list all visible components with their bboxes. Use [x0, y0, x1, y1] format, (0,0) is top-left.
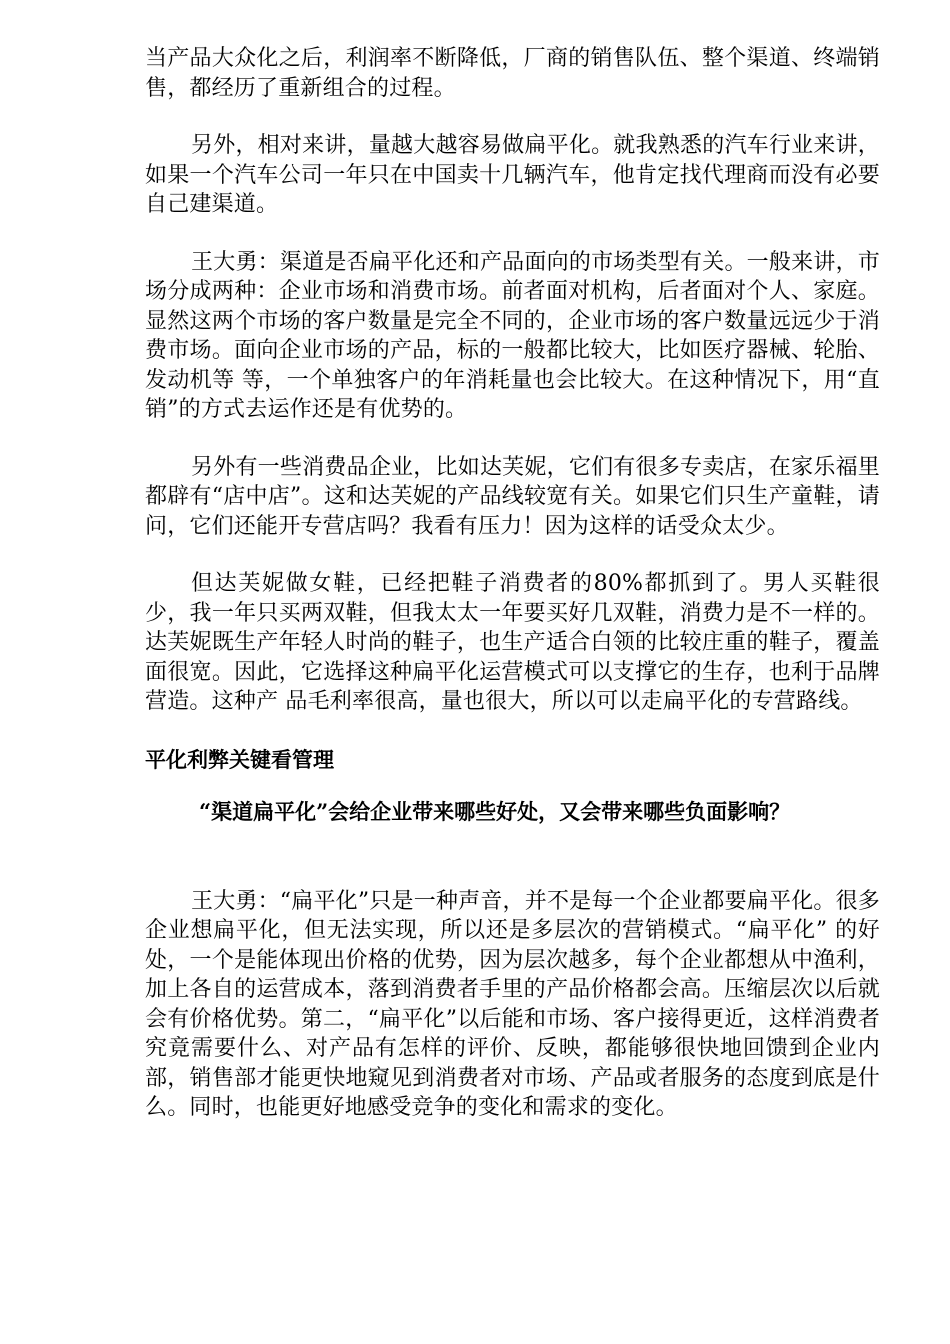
- paragraph-market-types: 王大勇：渠道是否扁平化还和产品面向的市场类型有关。一般来讲，市场分成两种：企业市场和消费市场。前者面对机构，后者面对个人、家庭。显然这两个市场的客户数量是完全不同的，企业市场的客户数量远远少于消费市场。面向企业市场的产品，标的一般都比较大，比如医疗器械、轮胎、发动机等 等，一个单独客户的年消耗量也会比较大。在这种情况下，用“直销”的方式去运作还是有优势的。: [145, 249, 880, 422]
- paragraph-daphne-women-shoes: 但达芙妮做女鞋，已经把鞋子消费者的80%都抓到了。男人买鞋很少，我一年只买两双鞋，但我太太一年要买好几双鞋，消费力是不一样的。达芙妮既生产年轻人时尚的鞋子，也生产适合白领的比较庄重的鞋子，覆盖面很宽。因此，它选择这种扁平化运营模式可以支撑它的生存，也利于品牌营造。这种产 品毛利率很高，量也很大，所以可以走扁平化的专营路线。: [145, 571, 880, 714]
- paragraph-volume-flattening: 另外，相对来讲，量越大越容易做扁平化。就我熟悉的汽车行业来讲，如果一个汽车公司一年只在中国卖十几辆汽车，他肯定找代理商而没有必要自己建渠道。: [145, 133, 880, 217]
- interview-question: “渠道扁平化”会给企业带来哪些好处，又会带来哪些负面影响？: [199, 798, 791, 824]
- section-heading: 平化利弊关键看管理: [145, 746, 334, 772]
- document-page: [145, 44, 880, 1151]
- paragraph-answer: 王大勇：“扁平化”只是一种声音，并不是每一个企业都要扁平化。很多企业想扁平化，但无法实现，所以还是多层次的营销模式。“扁平化” 的好处，一个是能体现出价格的优势，因为层次越多，每个企业都想从中渔利，加上各自的运营成本，落到消费者手里的产品价格都会高。压缩层次以后就会有价格优势。第二，“扁平化”以后能和市场、客户接得更近，这样消费者究竟需要什么、对产品有怎样的评价、反映，都能够很快地回馈到企业内部，销售部才能更快地窥见到消费者对市场、产品或者服务的态度到底是什么。同时，也能更好地感受竞争的变化和需求的变化。: [145, 888, 880, 1120]
- paragraph-daphne-stores: 另外有一些消费品企业，比如达芙妮，它们有很多专卖店，在家乐福里都辟有“店中店”。这和达芙妮的产品线较宽有关。如果它们只生产童鞋，请问，它们还能开专营店吗？我看有压力！因为这样的话受众太少。: [145, 454, 880, 539]
- paragraph-continuation: 当产品大众化之后，利润率不断降低，厂商的销售队伍、整个渠道、终端销售，都经历了重新组合的过程。: [145, 46, 880, 101]
